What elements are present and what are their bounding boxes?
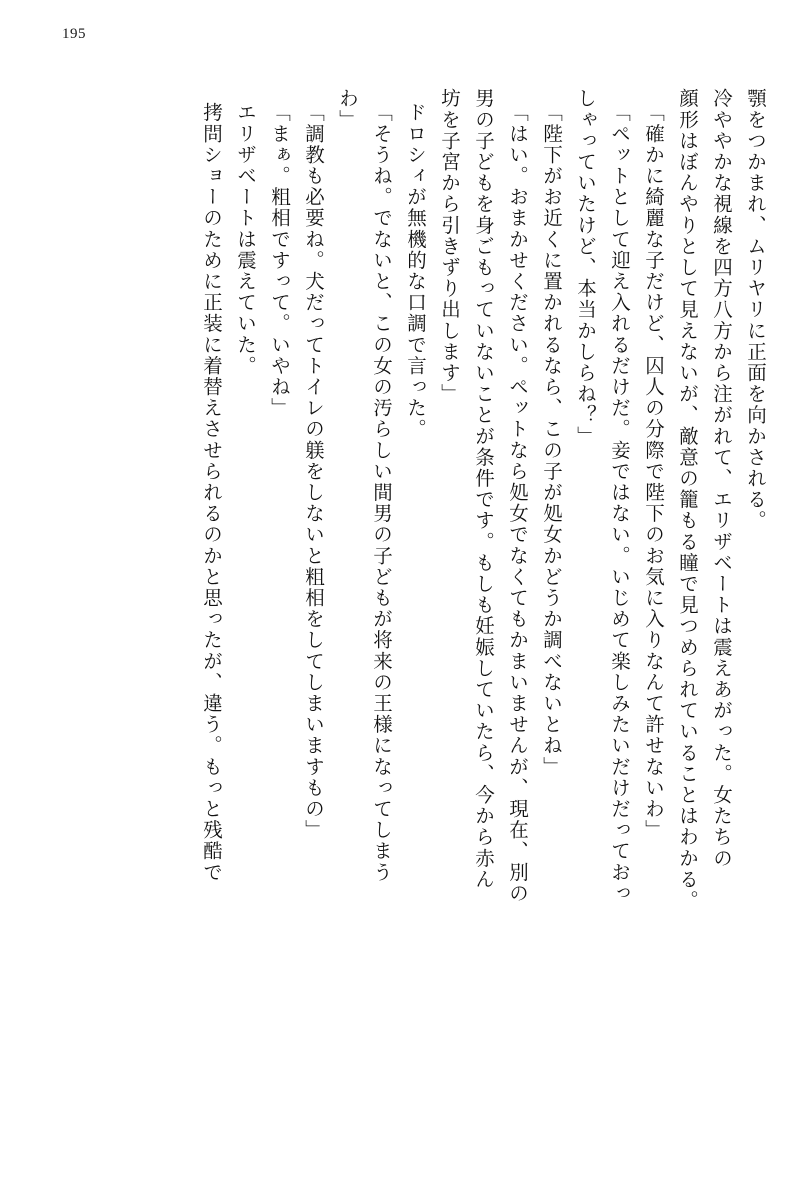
text-line: 坊を子宮から引きずり出します」 xyxy=(438,88,459,405)
text-line: 拷問ショーのために正装に着替えさせられるのかと思ったが、違う。もっと残酷で xyxy=(200,102,221,883)
text-line: 顎をつかまれ、ムリヤリに正面を向かされる。 xyxy=(744,88,765,532)
text-line: 「まぁ。粗相ですって。いやね」 xyxy=(268,102,289,419)
page-number: 195 xyxy=(62,26,86,42)
vertical-text-body xyxy=(30,88,764,1164)
text-line: 冷ややかな視線を四方八方から注がれて、エリザベートは震えあがった。女たちの xyxy=(710,88,731,869)
text-line: しゃっていたけど、本当かしらね？」 xyxy=(574,88,595,447)
text-line: 「はい。おまかせください。ペットなら処女でなくてもかまいませんが、現在、別の xyxy=(506,102,527,904)
text-line: エリザベートは震えていた。 xyxy=(234,102,255,377)
text-line: 男の子どもを身ごもっていないことが条件です。もしも妊娠していたら、今から赤ん xyxy=(472,88,493,890)
text-line: 顔形はぼんやりとして見えないが、敵意の籠もる瞳で見つめられていることはわかる。 xyxy=(676,88,697,911)
text-line: 「陛下がお近くに置かれるなら、この子が処女かどうか調べないとね」 xyxy=(540,102,561,778)
text-line: わ」 xyxy=(336,88,357,131)
text-line: 「調教も必要ね。犬だってトイレの躾をしないと粗相をしてしまいますもの」 xyxy=(302,102,323,841)
text-line: 「ペットとして迎え入れるだけだ。妾ではない。いじめて楽しみたいだけだっておっ xyxy=(608,102,629,904)
text-line: 「そうね。でないと、この女の汚らしい間男の子どもが将来の王様になってしまう xyxy=(370,102,391,883)
text-line: 「確かに綺麗な子だけど、囚人の分際で陛下のお気に入りなんて許せないわ」 xyxy=(642,102,663,841)
text-line: ドロシィが無機的な口調で言った。 xyxy=(404,102,425,440)
